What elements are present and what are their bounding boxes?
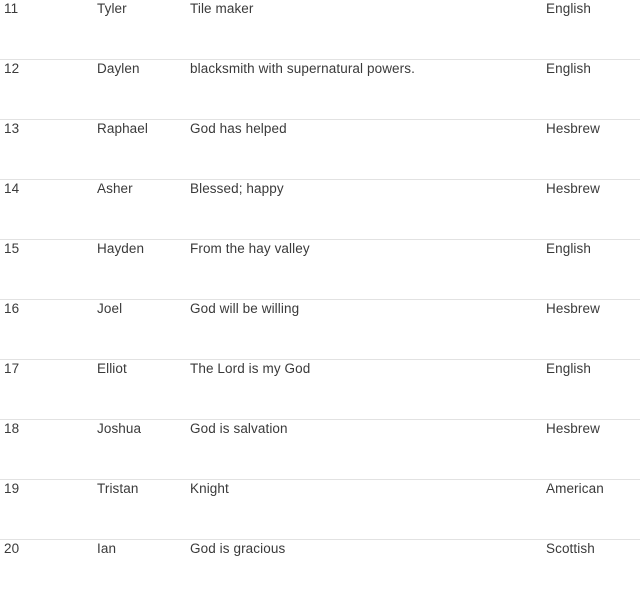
table-row: [0, 360, 640, 420]
meaning-cell: God has helped: [190, 121, 287, 136]
name-cell: Ian: [97, 541, 117, 556]
meaning-cell: God is salvation: [190, 421, 288, 436]
row-number: 18: [4, 421, 20, 436]
meaning-cell: From the hay valley: [190, 241, 310, 256]
origin-cell: Hesbrew: [546, 121, 600, 136]
origin-cell: English: [546, 1, 591, 16]
row-number: 19: [4, 481, 20, 496]
name-cell: Elliot: [97, 361, 127, 376]
origin-cell: English: [546, 61, 591, 76]
meaning-cell: Knight: [190, 481, 229, 496]
origin-cell: English: [546, 241, 591, 256]
name-cell: Hayden: [97, 241, 145, 256]
table-row: [0, 420, 640, 480]
origin-cell: English: [546, 361, 591, 376]
row-number: 13: [4, 121, 20, 136]
name-cell: Raphael: [97, 121, 148, 136]
origin-cell: Hesbrew: [546, 421, 600, 436]
meaning-cell: The Lord is my God: [190, 361, 311, 376]
table-row: [0, 300, 640, 360]
table-row: [0, 120, 640, 180]
table-row: [0, 240, 640, 300]
table-row: [0, 60, 640, 120]
name-cell: Joel: [97, 301, 123, 316]
table-row: [0, 0, 640, 60]
origin-cell: Hesbrew: [546, 301, 600, 316]
name-cell: Daylen: [97, 61, 140, 76]
meaning-cell: God is gracious: [190, 541, 286, 556]
name-cell: Tyler: [97, 1, 127, 16]
row-number: 16: [4, 301, 20, 316]
meaning-cell: God will be willing: [190, 301, 300, 316]
name-cell: Tristan: [97, 481, 139, 496]
row-number: 20: [4, 541, 20, 556]
table-row: [0, 540, 640, 600]
meaning-cell: Tile maker: [190, 1, 254, 16]
row-number: 17: [4, 361, 20, 376]
name-cell: Asher: [97, 181, 133, 196]
origin-cell: Scottish: [546, 541, 595, 556]
origin-cell: Hesbrew: [546, 181, 600, 196]
row-number: 11: [4, 1, 19, 16]
row-number: 12: [4, 61, 20, 76]
row-number: 14: [4, 181, 20, 196]
name-cell: Joshua: [97, 421, 142, 436]
table-row: [0, 480, 640, 540]
meaning-cell: blacksmith with supernatural powers.: [190, 61, 415, 76]
origin-cell: American: [546, 481, 604, 496]
row-number: 15: [4, 241, 20, 256]
meaning-cell: Blessed; happy: [190, 181, 284, 196]
table-row: [0, 180, 640, 240]
